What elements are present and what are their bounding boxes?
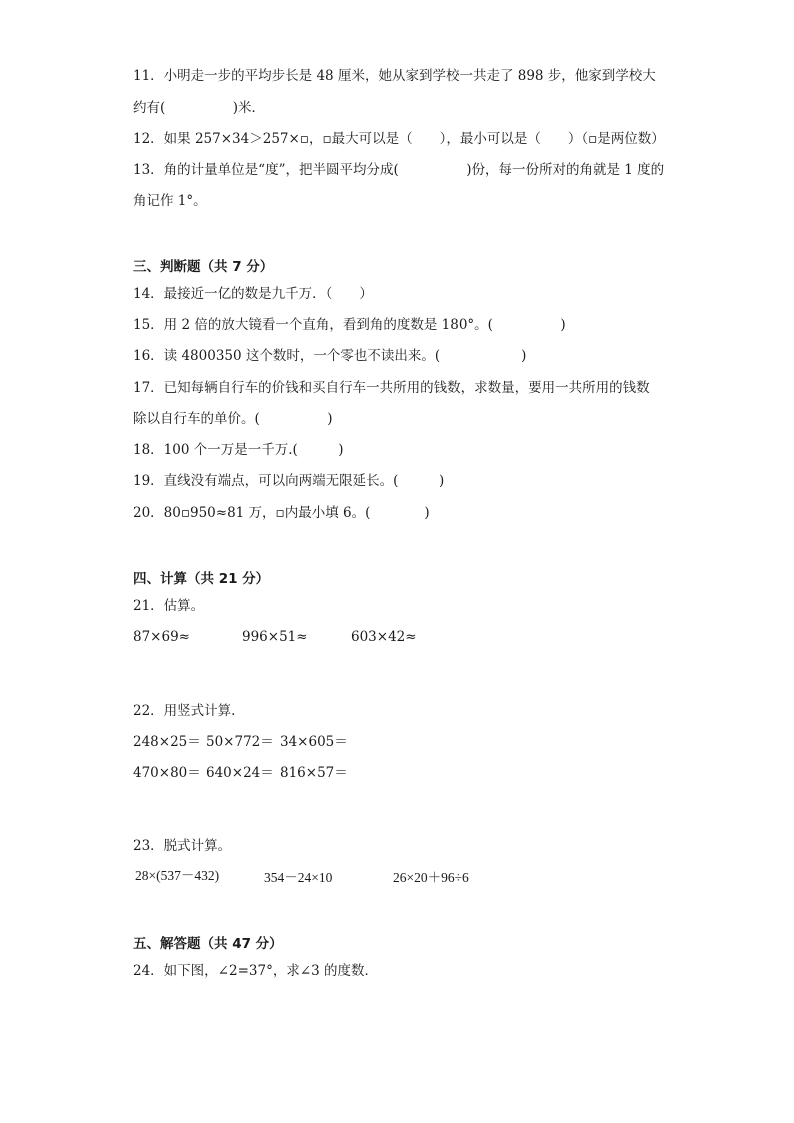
vertical-calc-4: 470×80＝ — [133, 765, 201, 781]
question-20: 20．80▫950≈81 万，▫内最小填 6。( ) — [133, 505, 430, 521]
question-11-line1: 11．小明走一步的平均步长是 48 厘米，她从家到学校一共走了 898 步，他家到学校大 — [133, 68, 656, 84]
vertical-calc-2: 50×772＝ — [206, 734, 274, 750]
question-24: 24．如下图，∠2=37°，求∠3 的度数． — [133, 963, 379, 979]
question-22-title: 22．用竖式计算. — [133, 703, 236, 719]
question-14: 14．最接近一亿的数是九千万．（ ） — [133, 286, 373, 302]
estimate-item-3: 603×42≈ — [351, 629, 417, 645]
step-calc-3: 26×20＋96÷6 — [393, 870, 469, 885]
question-19: 19．直线没有端点，可以向两端无限延长。( ) — [133, 473, 445, 489]
section-3-heading: 三、判断题（共 7 分） — [133, 259, 274, 275]
question-15: 15．用 2 倍的放大镜看一个直角，看到角的度数是 180°。( ) — [133, 317, 566, 333]
step-calc-2: 354－24×10 — [264, 870, 333, 885]
vertical-calc-6: 816×57＝ — [280, 765, 348, 781]
step-calc-1: 28×(537－432) — [135, 868, 220, 883]
question-17-line2: 除以自行车的单价。( ) — [133, 411, 333, 427]
question-17-line1: 17．已知每辆自行车的价钱和买自行车一共所用的钱数，求数量，要用一共所用的钱数 — [133, 380, 650, 396]
question-23-title: 23．脱式计算。 — [133, 838, 232, 854]
vertical-calc-1: 248×25＝ — [133, 734, 201, 750]
question-13-line2: 角记作 1°。 — [133, 193, 207, 209]
section-4-heading: 四、计算（共 21 分） — [133, 571, 270, 587]
question-16: 16．读 4800350 这个数时，一个零也不读出来。( ) — [133, 348, 527, 364]
estimate-item-1: 87×69≈ — [133, 629, 190, 645]
estimate-item-2: 996×51≈ — [242, 629, 308, 645]
vertical-calc-3: 34×605＝ — [280, 734, 348, 750]
question-21-title: 21．估算。 — [133, 598, 205, 614]
section-5-heading: 五、解答题（共 47 分） — [133, 936, 283, 952]
question-11-line2: 约有( )米． — [133, 100, 266, 116]
question-18: 18．100 个一万是一千万.( ) — [133, 442, 344, 458]
question-12: 12．如果 257×34＞257×▫，▫最大可以是（ ），最小可以是（ ）（▫是两位数） — [133, 131, 665, 147]
vertical-calc-5: 640×24＝ — [206, 765, 274, 781]
question-13-line1: 13．角的计量单位是“度”，把半圆平均分成( )份，每一份所对的角就是 1 度的 — [133, 162, 665, 178]
